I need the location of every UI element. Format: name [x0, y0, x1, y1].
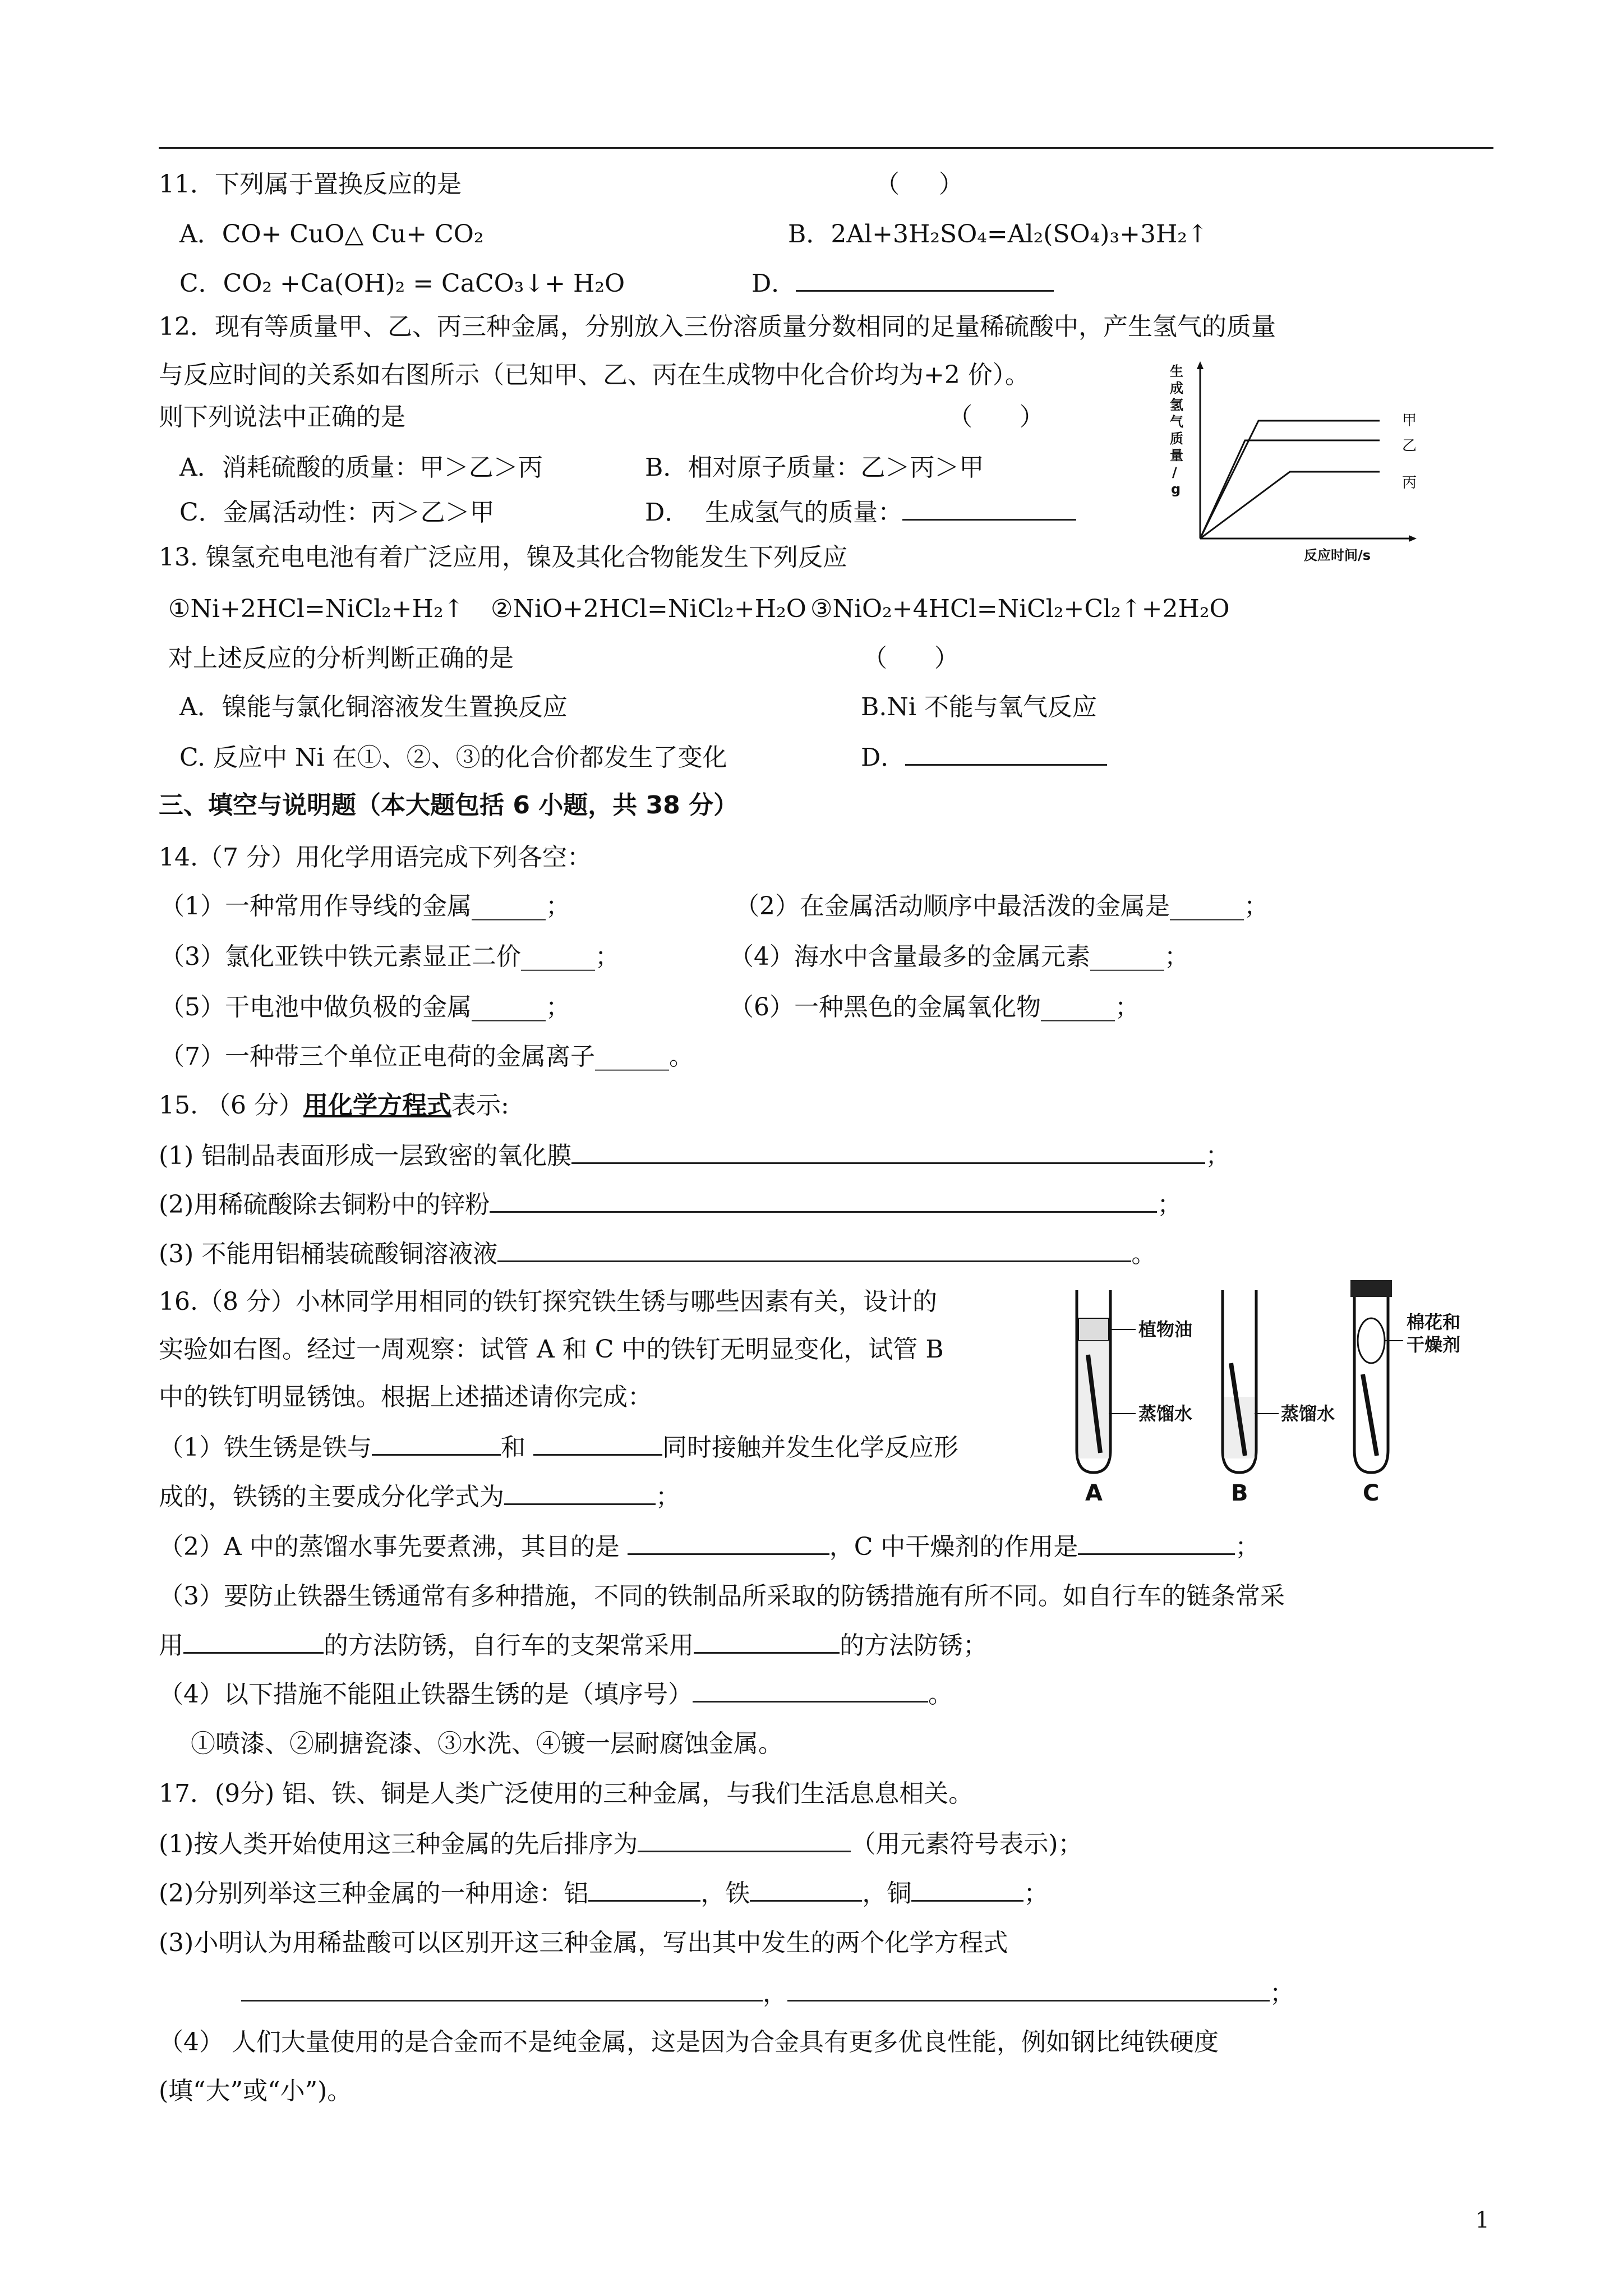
chart-ylabel-2: 成 [1170, 380, 1183, 396]
header-rule [159, 147, 1493, 149]
q17-part-1: (1)按人类开始使用这三种金属的先后排序为 （用元素符号表示)； [159, 1830, 1083, 1858]
q12-option-d: D． 生成氢气的质量： [645, 498, 1076, 528]
q12-line3: 则下列说法中正确的是 [159, 403, 405, 431]
q17-part-4: （4） 人们大量使用的是合金而不是纯金属，这是因为合金具有更多优良性能，例如钢比纯铁硬度 [159, 2028, 1219, 2056]
section-3-heading: 三、填空与说明题（本大题包括 6 小题，共 38 分） [159, 791, 739, 820]
q15-item-3: (3) 不能用铝桶装硫酸铜溶液液 。 [159, 1240, 1156, 1268]
q17-part-3: (3)小明认为用稀盐酸可以区别开这三种金属，写出其中发生的两个化学方程式 [159, 1929, 1008, 1957]
q16-options: ①喷漆、②刷搪瓷漆、③水洗、④镀一层耐腐蚀金属。 [191, 1729, 783, 1758]
q13-option-a: A．镍能与氯化铜溶液发生置换反应 [179, 693, 568, 721]
q14-item-5: （5）干电池中做负极的金属______； [160, 993, 570, 1022]
q14-item-2: （2）在金属活动顺序中最活泼的金属是______； [735, 892, 1269, 921]
q13-stem: 13. 镍氢充电电池有着广泛应用，镍及其化合物能发生下列反应 [159, 543, 847, 572]
q16-part-2: （2）A 中的蒸馏水事先要煮沸，其目的是 ，C 中干燥剂的作用是 ； [159, 1533, 1260, 1561]
q13-paren: （ ） [863, 644, 959, 673]
chart-y-arrow [1197, 361, 1204, 369]
chart-ylabel-8: g [1171, 481, 1181, 497]
q13-option-d: D． [861, 743, 1107, 773]
stopper-icon [1350, 1280, 1392, 1297]
test-tube-figure [1054, 1279, 1503, 1503]
nail-c-icon [1363, 1374, 1377, 1456]
q16-line3: 中的铁钉明显锈蚀。根据上述描述请你完成： [159, 1383, 652, 1411]
oil-layer-icon [1078, 1318, 1109, 1341]
label-tube-c: C [1363, 1480, 1380, 1503]
label-tube-a: A [1085, 1480, 1103, 1503]
q15-stem: 15. （6 分）用化学方程式表示: [159, 1091, 509, 1120]
q15-item-2: (2)用稀硫酸除去铜粉中的锌粉 ； [159, 1190, 1182, 1219]
q13-ask: 对上述反应的分析判断正确的是 [168, 644, 514, 673]
label-oil: 植物油 [1138, 1319, 1193, 1340]
q14-item-3: （3）氯化亚铁中铁元素显正二价______； [160, 942, 620, 971]
chart-ylabel-5: 质 [1170, 431, 1183, 447]
q16-line1: 16.（8 分）小林同学用相同的铁钉探究铁生锈与哪些因素有关，设计的 [159, 1287, 937, 1316]
label-desiccant: 干燥剂 [1407, 1334, 1461, 1355]
q14-item-7: （7）一种带三个单位正电荷的金属离子______。 [160, 1042, 694, 1071]
q12-line1: 12．现有等质量甲、乙、丙三种金属，分别放入三份溶质量分数相同的足量稀硫酸中，产生氢气的质量 [159, 312, 1276, 341]
chart-ylabel-6: 量 [1170, 448, 1183, 463]
chart-xlabel: 反应时间/s [1304, 547, 1371, 563]
q12-paren: （ ） [948, 403, 1044, 431]
q13-reaction-2: ②NiO+2HCl=NiCl₂+H₂O [491, 595, 806, 623]
q11-paren: （ ） [875, 170, 963, 199]
series-label-2: 乙 [1402, 438, 1417, 454]
chart-ylabel-1: 生 [1170, 364, 1183, 379]
series-line-2 [1200, 440, 1380, 539]
q11-option-d: D． [751, 269, 1054, 299]
series-line-3 [1200, 472, 1380, 539]
cotton-icon [1358, 1318, 1385, 1363]
q14-stem: 14.（7 分）用化学用语完成下列各空： [159, 843, 592, 872]
q16-part-4: （4）以下措施不能阻止铁器生锈的是（填序号） 。 [159, 1680, 953, 1709]
chart-ylabel-4: 气 [1170, 414, 1183, 430]
page-number: 1 [1475, 2207, 1490, 2233]
q16-part-3-cont: 用 的方法防锈，自行车的支架常采用 的方法防锈； [159, 1631, 988, 1660]
label-water-b: 蒸馏水 [1281, 1403, 1335, 1424]
q16-part-3: （3）要防止铁器生锈通常有多种措施，不同的铁制品所采取的防锈措施有所不同。如自行车的链条常采 [159, 1582, 1285, 1611]
q14-item-4: （4）海水中含量最多的金属元素______； [729, 942, 1189, 971]
q11-option-a: A．CO+ CuO△ Cu+ CO₂ [179, 220, 484, 249]
q14-item-6: （6）一种黑色的金属氧化物______； [729, 993, 1140, 1022]
q16-line2: 实验如右图。经过一周观察：试管 A 和 C 中的铁钉无明显变化，试管 B [159, 1335, 944, 1364]
series-label-3: 丙 [1402, 475, 1417, 491]
q14-item-1: （1）一种常用作导线的金属______； [160, 892, 570, 921]
chart-x-arrow [1409, 535, 1417, 542]
q11-stem: 11．下列属于置换反应的是 [159, 170, 462, 199]
q12-line2: 与反应时间的关系如右图所示（已知甲、乙、丙在生成物中化合价均为+2 价）。 [159, 361, 1030, 389]
q13-option-b: B.Ni 不能与氧气反应 [861, 693, 1097, 721]
q17-part-2: (2)分别列举这三种金属的一种用途：铝 ，铁 ，铜 ； [159, 1879, 1049, 1908]
q11-option-b: B．2Al+3H₂SO₄=Al₂(SO₄)₃+3H₂↑ [788, 220, 1208, 249]
q13-reaction-3: ③NiO₂+4HCl=NiCl₂+Cl₂↑+2H₂O [810, 595, 1230, 623]
q12-option-c: C．金属活动性：丙＞乙＞甲 [179, 498, 495, 527]
q17-part-4-cont: (填“大”或“小”)。 [159, 2077, 352, 2105]
q17-stem: 17．(9分) 铝、铁、铜是人类广泛使用的三种金属，与我们生活息息相关。 [159, 1779, 974, 1808]
label-water-a: 蒸馏水 [1138, 1403, 1193, 1424]
q13-option-c: C. 反应中 Ni 在①、②、③的化合价都发生了变化 [179, 743, 727, 772]
q11-option-c: C．CO₂ +Ca(OH)₂ = CaCO₃↓+ H₂O [179, 269, 625, 298]
label-tube-b: B [1231, 1480, 1248, 1503]
chart-ylabel-7: / [1172, 464, 1177, 480]
label-cotton: 棉花和 [1407, 1312, 1461, 1333]
q17-part-3-blanks: ， ； [241, 1979, 1294, 2009]
q15-item-1: (1) 铝制品表面形成一层致密的氧化膜 ； [159, 1142, 1230, 1170]
hydrogen-chart [1166, 359, 1447, 567]
q12-option-b: B．相对原子质量：乙＞丙＞甲 [645, 453, 984, 482]
q13-reaction-1: ①Ni+2HCl=NiCl₂+H₂↑ [168, 595, 464, 623]
q16-part-1: （1）铁生锈是铁与 和 同时接触并发生化学反应形 [159, 1433, 958, 1462]
chart-ylabel-3: 氢 [1170, 397, 1183, 413]
q12-option-a: A．消耗硫酸的质量：甲＞乙＞丙 [179, 453, 543, 482]
q16-part-1-cont: 成的，铁锈的主要成分化学式为 ； [159, 1483, 680, 1511]
series-label-1: 甲 [1402, 412, 1417, 429]
